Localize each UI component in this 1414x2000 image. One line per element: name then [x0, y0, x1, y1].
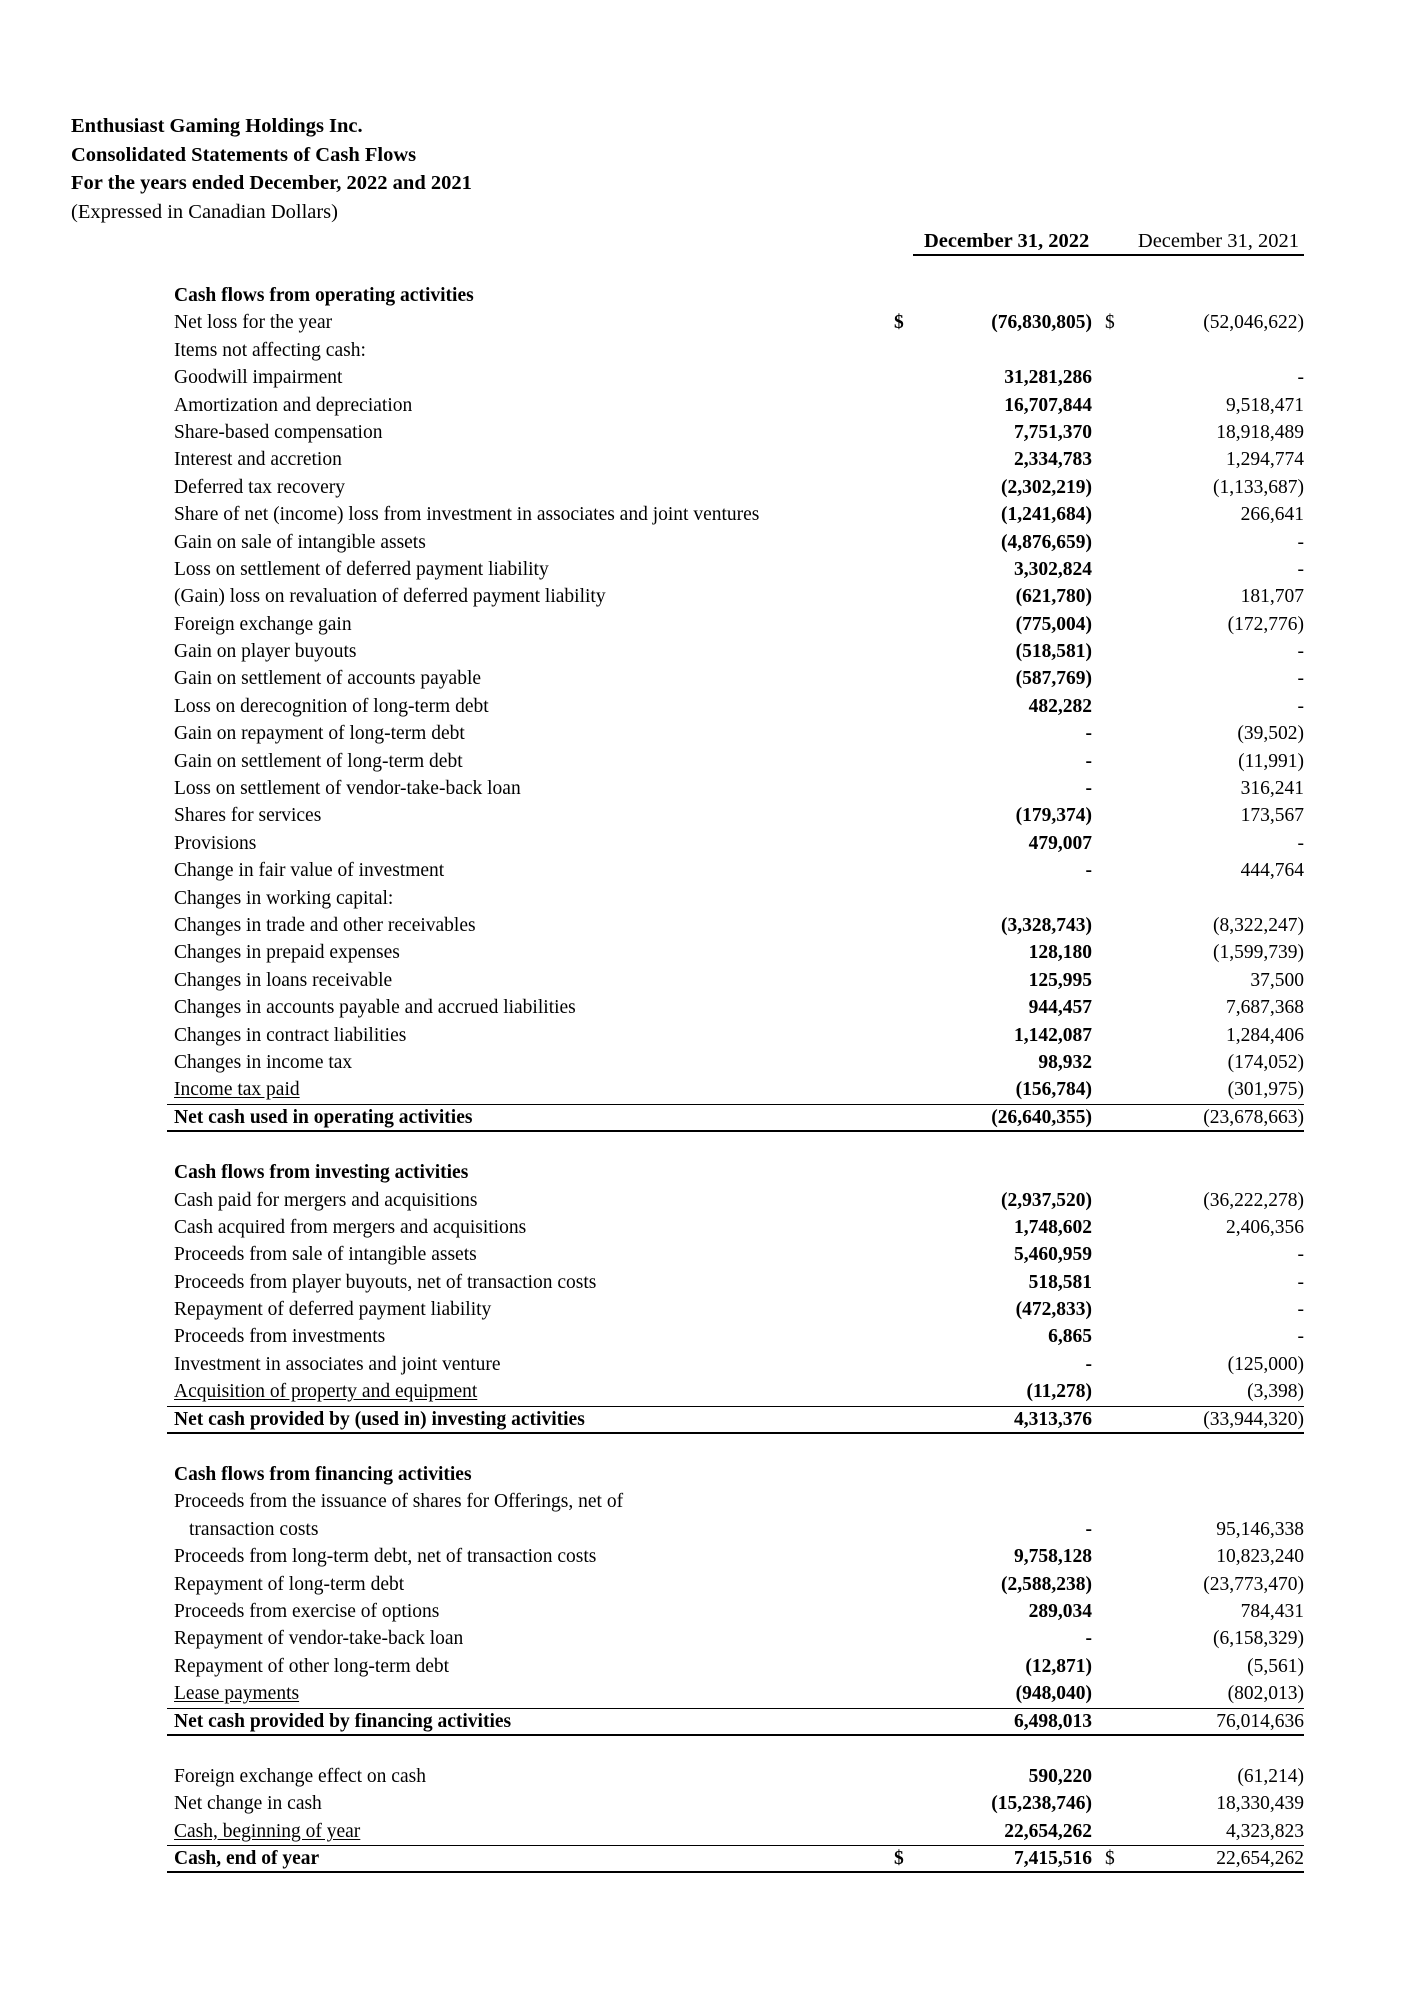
row-label: Repayment of deferred payment liability	[174, 1299, 492, 1321]
row-label: Net cash provided by financing activities	[174, 1710, 512, 1732]
value-2021: -	[1297, 832, 1304, 854]
row-label: Net loss for the year	[174, 312, 333, 334]
row-label: Net cash provided by (used in) investing activities	[174, 1408, 585, 1430]
value-2021: 444,764	[1240, 860, 1304, 882]
value-2021: -	[1297, 1326, 1304, 1348]
table-row	[167, 912, 1304, 939]
value-2021: 37,500	[1250, 969, 1304, 991]
value-2021: 95,146,338	[1216, 1518, 1304, 1540]
value-2022: (1,241,684)	[1001, 504, 1092, 526]
total-row	[167, 1845, 1304, 1873]
value-2021: (8,322,247)	[1213, 914, 1304, 936]
value-2022: (2,588,238)	[1001, 1573, 1092, 1595]
value-2022: -	[1085, 1628, 1092, 1650]
table-row	[167, 583, 1304, 610]
statement-period: For the years ended December, 2022 and 2021	[71, 172, 472, 194]
row-label: Lease payments	[174, 1683, 300, 1705]
row-label: Income tax paid	[174, 1079, 300, 1101]
value-2021: 266,641	[1240, 504, 1304, 526]
table-row	[167, 1022, 1304, 1049]
table-row	[167, 501, 1304, 528]
row-label: Change in fair value of investment	[174, 860, 445, 882]
currency-symbol-2022: $	[894, 312, 904, 334]
table-row	[167, 1187, 1304, 1214]
value-2022: 6,865	[1048, 1326, 1092, 1348]
table-row	[167, 830, 1304, 857]
value-2021: -	[1297, 641, 1304, 663]
column-header-2022: December 31, 2022	[924, 230, 1090, 252]
table-row	[167, 1543, 1304, 1570]
value-2022: (179,374)	[1015, 805, 1092, 827]
table-row	[167, 309, 1304, 336]
row-label: Items not affecting cash:	[174, 339, 366, 361]
value-2022: -	[1085, 860, 1092, 882]
value-2021: 1,294,774	[1226, 449, 1304, 471]
table-row	[167, 967, 1304, 994]
row-label: Gain on settlement of long-term debt	[174, 750, 463, 772]
cash-flow-table	[167, 282, 1304, 1873]
table-row	[167, 1351, 1304, 1378]
table-row	[167, 1076, 1304, 1103]
row-label: Cash flows from investing activities	[174, 1162, 469, 1184]
table-row	[167, 1653, 1304, 1680]
table-row	[167, 1269, 1304, 1296]
value-2022: (156,784)	[1015, 1079, 1092, 1101]
value-2022: (518,581)	[1015, 641, 1092, 663]
row-label: Share-based compensation	[174, 421, 383, 443]
value-2021: -	[1297, 558, 1304, 580]
row-label: Proceeds from player buyouts, net of transaction costs	[174, 1271, 597, 1293]
table-row	[167, 1598, 1304, 1625]
value-2022: (2,302,219)	[1001, 476, 1092, 498]
value-2021: (23,678,663)	[1203, 1106, 1304, 1128]
row-label: Changes in income tax	[174, 1051, 353, 1073]
row-label: Cash acquired from mergers and acquisitions	[174, 1216, 527, 1238]
table-row	[167, 419, 1304, 446]
value-2022: 7,751,370	[1014, 421, 1092, 443]
row-label: Repayment of other long-term debt	[174, 1655, 450, 1677]
value-2022: 3,302,824	[1014, 558, 1092, 580]
table-row	[167, 1516, 1304, 1543]
company-name: Enthusiast Gaming Holdings Inc.	[71, 115, 363, 137]
row-label: Changes in prepaid expenses	[174, 942, 400, 964]
table-row	[167, 364, 1304, 391]
value-2021: (6,158,329)	[1213, 1628, 1304, 1650]
row-label: Changes in loans receivable	[174, 969, 393, 991]
table-row	[167, 1132, 1304, 1159]
value-2021: (11,991)	[1238, 750, 1304, 772]
statement-header	[71, 112, 472, 226]
value-2022: 7,415,516	[1014, 1848, 1092, 1870]
value-2022: 944,457	[1028, 997, 1092, 1019]
value-2022: (4,876,659)	[1001, 531, 1092, 553]
value-2021: 784,431	[1240, 1600, 1304, 1622]
value-2021: (802,013)	[1227, 1683, 1304, 1705]
table-row	[167, 1571, 1304, 1598]
value-2022: 482,282	[1028, 695, 1092, 717]
value-2022: (2,937,520)	[1001, 1189, 1092, 1211]
value-2021: (5,561)	[1247, 1655, 1304, 1677]
row-label: Cash paid for mergers and acquisitions	[174, 1189, 478, 1211]
total-row	[167, 1406, 1304, 1434]
value-2022: 22,654,262	[1004, 1820, 1092, 1842]
row-label: Net cash used in operating activities	[174, 1106, 473, 1128]
value-2022: (621,780)	[1015, 586, 1092, 608]
value-2022: -	[1085, 1353, 1092, 1375]
table-row	[167, 446, 1304, 473]
row-label: transaction costs	[189, 1518, 319, 1540]
table-row	[167, 1214, 1304, 1241]
table-row	[167, 474, 1304, 501]
table-row	[167, 1434, 1304, 1461]
value-2022: (472,833)	[1015, 1299, 1092, 1321]
table-row	[167, 1241, 1304, 1268]
row-label: Provisions	[174, 832, 257, 854]
value-2022: (76,830,805)	[991, 312, 1092, 334]
value-2021: 10,823,240	[1216, 1546, 1304, 1568]
row-label: Amortization and depreciation	[174, 394, 413, 416]
row-label: Proceeds from sale of intangible assets	[174, 1244, 477, 1266]
table-row	[167, 720, 1304, 747]
table-row	[167, 1818, 1304, 1845]
currency-symbol-2021: $	[1105, 1848, 1115, 1870]
value-2021: -	[1297, 531, 1304, 553]
currency-note: (Expressed in Canadian Dollars)	[71, 200, 338, 223]
statement-title: Consolidated Statements of Cash Flows	[71, 143, 417, 166]
value-2021: (172,776)	[1227, 613, 1304, 635]
value-2021: (39,502)	[1237, 723, 1304, 745]
table-row	[167, 392, 1304, 419]
table-row	[167, 939, 1304, 966]
row-label: Share of net (income) loss from investment in associates and joint ventures	[174, 504, 760, 526]
row-label: Loss on derecognition of long-term debt	[174, 695, 489, 717]
value-2021: (33,944,320)	[1203, 1408, 1304, 1430]
total-row	[167, 1104, 1304, 1132]
row-label: Gain on player buyouts	[174, 641, 357, 663]
value-2022: 1,748,602	[1014, 1216, 1092, 1238]
value-2022: 128,180	[1028, 942, 1092, 964]
value-2021: -	[1297, 367, 1304, 389]
table-row	[167, 337, 1304, 364]
row-label: Goodwill impairment	[174, 367, 343, 389]
value-2021: 1,284,406	[1226, 1024, 1304, 1046]
value-2022: 479,007	[1028, 832, 1092, 854]
row-label: Shares for services	[174, 805, 322, 827]
value-2022: -	[1085, 723, 1092, 745]
table-row	[167, 775, 1304, 802]
value-2021: -	[1297, 668, 1304, 690]
row-label: Gain on sale of intangible assets	[174, 531, 426, 553]
value-2021: 22,654,262	[1216, 1848, 1304, 1870]
row-label: Foreign exchange gain	[174, 613, 352, 635]
table-row	[167, 556, 1304, 583]
section-heading	[167, 1461, 1304, 1488]
value-2021: 9,518,471	[1226, 394, 1304, 416]
value-2022: 518,581	[1028, 1271, 1092, 1293]
table-row	[167, 1680, 1304, 1707]
row-label: Loss on settlement of vendor-take-back loan	[174, 778, 521, 800]
row-label: Loss on settlement of deferred payment liability	[174, 558, 549, 580]
value-2022: (12,871)	[1025, 1655, 1092, 1677]
table-row	[167, 665, 1304, 692]
currency-symbol-2021: $	[1105, 312, 1115, 334]
value-2021: 18,330,439	[1216, 1793, 1304, 1815]
value-2022: 98,932	[1038, 1051, 1092, 1073]
value-2022: 9,758,128	[1014, 1546, 1092, 1568]
value-2021: -	[1297, 1244, 1304, 1266]
row-label: Gain on settlement of accounts payable	[174, 668, 482, 690]
row-label: Repayment of vendor-take-back loan	[174, 1628, 464, 1650]
row-label: Proceeds from exercise of options	[174, 1600, 440, 1622]
value-2021: (3,398)	[1247, 1381, 1304, 1403]
value-2021: (23,773,470)	[1203, 1573, 1304, 1595]
value-2021: 181,707	[1240, 586, 1304, 608]
row-label: Changes in accounts payable and accrued liabilities	[174, 997, 576, 1019]
section-heading	[167, 1159, 1304, 1186]
value-2021: 2,406,356	[1226, 1216, 1304, 1238]
table-row	[167, 529, 1304, 556]
row-label: Cash, end of year	[174, 1848, 320, 1870]
value-2022: 6,498,013	[1014, 1710, 1092, 1732]
value-2022: -	[1085, 750, 1092, 772]
value-2021: (301,975)	[1227, 1079, 1304, 1101]
value-2022: (587,769)	[1015, 668, 1092, 690]
row-label: Cash flows from financing activities	[174, 1464, 472, 1486]
currency-symbol-2022: $	[894, 1848, 904, 1870]
row-label: Changes in trade and other receivables	[174, 914, 476, 936]
value-2021: (1,133,687)	[1213, 476, 1304, 498]
value-2022: 1,142,087	[1014, 1024, 1092, 1046]
value-2022: -	[1085, 1518, 1092, 1540]
value-2021: (36,222,278)	[1203, 1189, 1304, 1211]
value-2021: 316,241	[1240, 778, 1304, 800]
row-label: Repayment of long-term debt	[174, 1573, 405, 1595]
value-2022: 125,995	[1028, 969, 1092, 991]
value-2021: -	[1297, 1299, 1304, 1321]
table-row	[167, 994, 1304, 1021]
value-2021: (1,599,739)	[1213, 942, 1304, 964]
table-row	[167, 1736, 1304, 1763]
column-header-2021: December 31, 2021	[1137, 230, 1299, 252]
table-row	[167, 1296, 1304, 1323]
value-2022: 31,281,286	[1004, 367, 1092, 389]
table-row	[167, 1323, 1304, 1350]
value-2021: (52,046,622)	[1203, 312, 1304, 334]
value-2022: 5,460,959	[1014, 1244, 1092, 1266]
row-label: Proceeds from investments	[174, 1326, 386, 1348]
value-2022: 289,034	[1028, 1600, 1092, 1622]
value-2022: 590,220	[1028, 1765, 1092, 1787]
row-label: Interest and accretion	[174, 449, 342, 471]
row-label: Changes in contract liabilities	[174, 1024, 407, 1046]
value-2022: (775,004)	[1015, 613, 1092, 635]
row-label: Deferred tax recovery	[174, 476, 346, 498]
table-row	[167, 748, 1304, 775]
section-heading	[167, 282, 1304, 309]
value-2021: 18,918,489	[1216, 421, 1304, 443]
table-row	[167, 1790, 1304, 1817]
table-row	[167, 1378, 1304, 1405]
value-2022: 16,707,844	[1004, 394, 1092, 416]
value-2021: 4,323,823	[1226, 1820, 1304, 1842]
row-label: Changes in working capital:	[174, 887, 394, 909]
value-2022: 2,334,783	[1014, 449, 1092, 471]
row-label: Cash, beginning of year	[174, 1820, 361, 1842]
row-label: Cash flows from operating activities	[174, 285, 474, 306]
table-row	[167, 1488, 1304, 1515]
value-2021: (174,052)	[1227, 1051, 1304, 1073]
value-2021: (125,000)	[1227, 1353, 1304, 1375]
value-2022: (15,238,746)	[991, 1793, 1092, 1815]
total-row	[167, 1708, 1304, 1736]
value-2022: (11,278)	[1026, 1381, 1092, 1403]
value-2021: -	[1297, 1271, 1304, 1293]
table-row	[167, 885, 1304, 912]
value-2021: -	[1297, 695, 1304, 717]
table-row	[167, 802, 1304, 829]
table-row	[167, 857, 1304, 884]
column-headers	[913, 228, 1304, 256]
row-label: Foreign exchange effect on cash	[174, 1765, 426, 1787]
row-label: Net change in cash	[174, 1793, 322, 1815]
row-label: (Gain) loss on revaluation of deferred payment liability	[174, 586, 606, 608]
value-2021: 173,567	[1240, 805, 1304, 827]
table-row	[167, 611, 1304, 638]
table-row	[167, 1763, 1304, 1790]
value-2021: 7,687,368	[1226, 997, 1304, 1019]
row-label: Proceeds from the issuance of shares for Offerings, net of	[174, 1491, 624, 1513]
value-2021: 76,014,636	[1216, 1710, 1304, 1732]
row-label: Investment in associates and joint venture	[174, 1353, 501, 1375]
value-2022: 4,313,376	[1014, 1408, 1092, 1430]
value-2022: -	[1085, 778, 1092, 800]
value-2022: (3,328,743)	[1001, 914, 1092, 936]
value-2022: (948,040)	[1015, 1683, 1092, 1705]
table-row	[167, 1625, 1304, 1652]
row-label: Gain on repayment of long-term debt	[174, 723, 465, 745]
row-label: Proceeds from long-term debt, net of transaction costs	[174, 1546, 597, 1568]
table-row	[167, 1049, 1304, 1076]
table-row	[167, 638, 1304, 665]
value-2021: (61,214)	[1237, 1765, 1304, 1787]
value-2022: (26,640,355)	[991, 1106, 1092, 1128]
row-label: Acquisition of property and equipment	[174, 1381, 478, 1403]
table-row	[167, 693, 1304, 720]
